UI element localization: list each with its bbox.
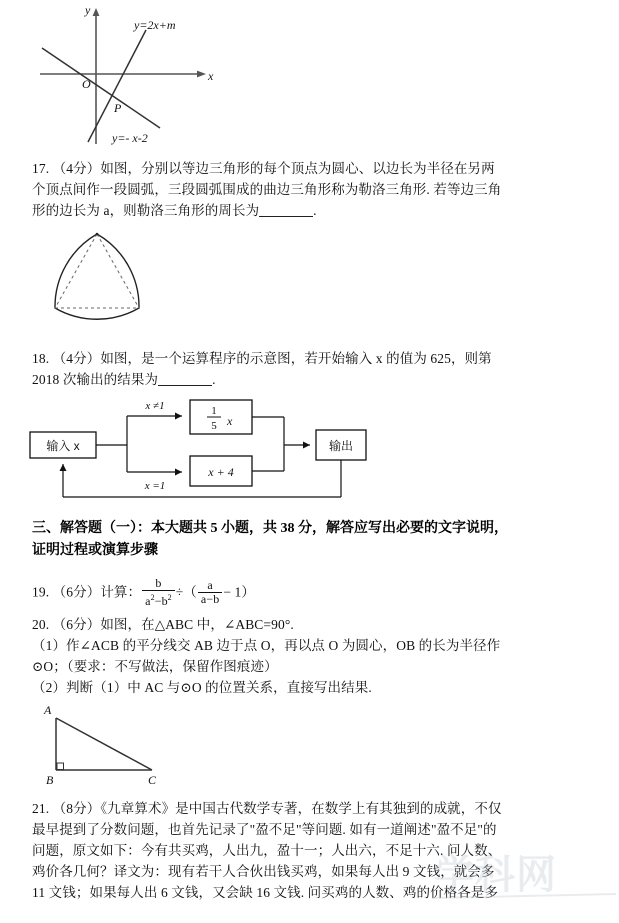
q19-open-paren: （	[183, 584, 197, 600]
q21-line4: 鸡价各几何？译文为：现有若干人合伙出钱买鸡，如果每人出 9 文钱，就会多	[32, 864, 495, 879]
line2-equation-label: y=- x-2	[112, 131, 148, 145]
triangle-vertex-label-c: C	[148, 773, 157, 787]
question-20-text: 20. （6分）如图，在△ABC 中，∠ABC=90°. （1）作∠ACB 的平分线交 AB 边于点 O，再以点 O 为圆心，OB 的长为半径作 ⊙O；（要求：不写做法，保留作图痕迹） （2）判断（1）中 AC 与⊙O 的位置关系，直接写出结果.	[32, 617, 501, 695]
watermark-text: 学科网	[434, 853, 557, 897]
flow-condition-top: x ≠1	[145, 400, 165, 412]
q17-line2: 个顶点间作一段圆弧，三段圆弧围成的曲边三角形称为勒洛三角形. 若等边三角	[32, 182, 502, 197]
question-17-text: 17. （4分）如图，分别以等边三角形的每个顶点为圆心、以边长为半径在另两 个顶点间作一段圆弧，三段圆弧围成的曲边三角形称为勒洛三角形. 若等边三角 形的边长为 a，则勒洛三角形的周长为 .	[32, 161, 502, 218]
triangle-side-ac	[56, 718, 152, 770]
question-18-text: 18. （4分）如图，是一个运算程序的示意图，若开始输入 x 的值为 625，则第 2018 次输出的结果为 .	[32, 351, 492, 387]
q19-points: （6分）	[52, 584, 101, 600]
flow-op-top-denominator: 5	[211, 420, 217, 432]
line1-equation-label: y=2x+m	[134, 18, 176, 32]
flow-op-top-numerator: 1	[211, 405, 217, 417]
flow-op-bottom-label: x + 4	[208, 465, 234, 479]
q17-line3-after: .	[313, 203, 317, 218]
y-axis-arrow	[93, 8, 100, 16]
reuleaux-outline	[55, 234, 139, 319]
triangle-vertex-label-a: A	[44, 703, 52, 717]
section-3-heading	[32, 518, 592, 562]
q19-frac2-denominator: a−b	[198, 592, 222, 606]
q19-divide-sign: ÷	[175, 584, 184, 600]
q18-answer-blank[interactable]	[158, 373, 212, 386]
q18-line2-after: .	[212, 372, 216, 387]
q19-close-paren: ）	[241, 584, 255, 600]
q20-line1: 如图，在△ABC 中，∠ABC=90°.	[100, 617, 294, 632]
q21-line5: 11 文钱；如果每人出 6 文钱，又会缺 16 文钱. 问买鸡的人数、鸡的价格各是多	[32, 885, 499, 900]
section-3-line1: 三、解答题（一）：本大题共 5 小题，共 38 分，解答应写出必要的文字说明，	[32, 521, 508, 536]
triangle-vertex-label-b: B	[46, 773, 54, 787]
q21-number: 21	[32, 801, 46, 816]
q17-points: （4分）	[52, 161, 101, 176]
q20-number: 20	[32, 617, 46, 632]
flow-op-top-variable: x	[227, 414, 233, 428]
q18-line1: 如图，是一个运算程序的示意图，若开始输入 x 的值为 625，则第	[100, 351, 492, 366]
q17-number: 17	[32, 161, 46, 176]
q19-fraction-2	[198, 579, 222, 606]
q18-number: 18	[32, 351, 46, 366]
x-axis-arrow	[197, 71, 206, 78]
q17-line1: 如图，分别以等边三角形的每个顶点为圆心、以边长为半径在另两	[100, 161, 495, 176]
q19-frac1-numerator: b	[155, 576, 162, 590]
right-angle-marker-b	[57, 763, 64, 770]
inscribed-side-right	[97, 234, 139, 308]
flow-condition-bottom: x =1	[144, 480, 166, 492]
flowchart-output-label: 输出	[328, 439, 354, 453]
q21-points: （8分）	[52, 801, 101, 816]
section-3-line2: 证明过程或演算步骤	[32, 543, 158, 558]
q19-number: 19	[32, 584, 46, 600]
q21-line1: 《九章算术》是中国古代数学专著，在数学上有其独到的成就，不仅	[100, 801, 502, 816]
q20-line3: ⊙O；（要求：不写做法，保留作图痕迹）	[32, 659, 278, 674]
q20-points: （6分）	[52, 617, 101, 632]
q21-line3: 问题，原文如下：今有共买鸡，人出九，盈十一；人出六，不足十六. 问人数、	[32, 843, 502, 858]
coordinate-plane-figure	[38, 2, 228, 147]
q19-frac2-numerator: a	[207, 578, 213, 592]
q21-line2: 最早提到了分数问题，也首先记录了"盈不足"等问题. 如有一道阐述"盈不足"的	[32, 822, 497, 837]
q19-minus-one: − 1	[223, 584, 242, 600]
origin-label: O	[82, 77, 91, 91]
q19-frac1-denominator: $a^2-b^2$	[142, 590, 175, 608]
question-21-text: 21. （8分）《九章算术》是中国古代数学专著，在数学上有其独到的成就，不仅 最早提到了分数问题，也首先记录了"盈不足"等问题. 如有一道阐述"盈不足"的 问题，原文如下：今有共买鸡，人出九，盈十一；人出六，不足十六. 问人数、 鸡价各几何？译文为：现有若干人合伙出钱买鸡，如果每人出 9 文钱，就会多 11 文钱；如果每人出 6 文钱，又会缺 16 文钱. 问买鸡的人数、鸡的价格各是多	[32, 801, 502, 900]
x-axis-label: x	[208, 69, 214, 83]
q17-line3-before: 形的边长为 a，则勒洛三角形的周长为	[32, 203, 260, 218]
q20-line2: （1）作∠ACB 的平分线交 AB 边于点 O，再以点 O 为圆心，OB 的长为半径作	[32, 638, 501, 653]
operation-program-flowchart	[22, 396, 372, 504]
q17-answer-blank[interactable]	[259, 204, 313, 217]
y-axis-label: y	[85, 3, 91, 17]
q19-frac1-den-b: b	[161, 594, 168, 608]
reuleaux-triangle-figure	[42, 228, 152, 336]
q18-line2-before: 2018 次输出的结果为	[32, 372, 159, 387]
right-triangle-abc-figure	[34, 702, 184, 787]
flowchart-input-label: 输入 x	[46, 439, 80, 453]
q19-frac1-den-a: a	[145, 594, 151, 608]
q19-fraction-1	[142, 577, 175, 608]
reuleaux-vertex-top	[96, 233, 99, 236]
intersection-point-label: P	[114, 101, 122, 115]
question-19-text: 19. （6分）计算： $\frac{b}{a^2-b^2}$ ÷（ $\frac{a}{a-b}$ − 1）	[32, 576, 255, 608]
q19-label: 计算：	[100, 584, 142, 600]
q18-points: （4分）	[52, 351, 101, 366]
inscribed-side-left	[55, 234, 97, 308]
q20-line4: （2）判断（1）中 AC 与⊙O 的位置关系，直接写出结果.	[32, 680, 372, 695]
